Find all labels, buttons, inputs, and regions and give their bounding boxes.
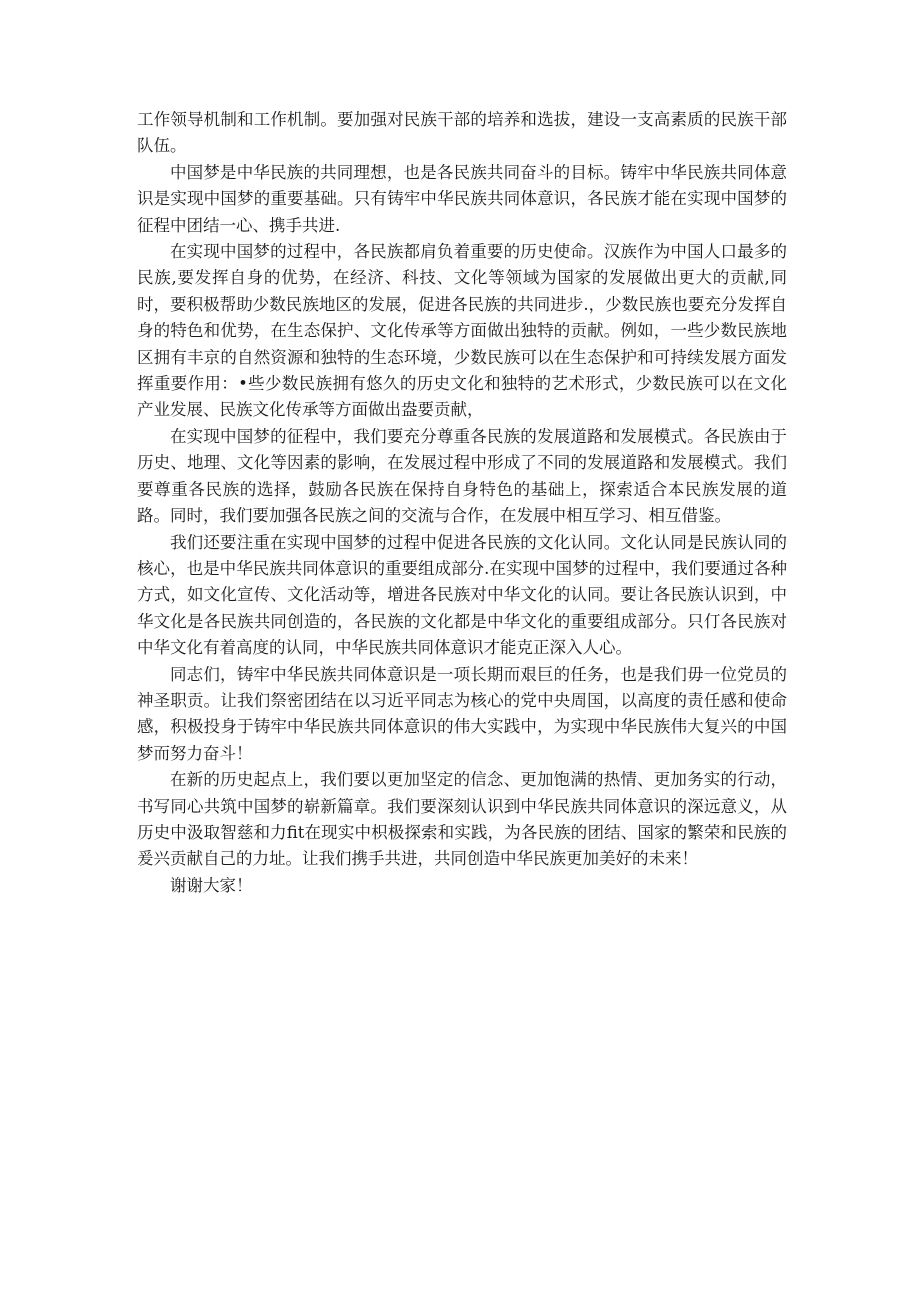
- paragraph-4: 在实现中国梦的征程中，我们要充分尊重各民族的发展道路和发展模式。各民族由于历史、地理、文化等因素的影响，在发展过程中形成了不同的发展道路和发展模式。我们要尊重各民族的选择，鼓励各民族在保持自身特色的基础上，探索适合本民族发展的道路。同时，我们要加强各民族之间的交流与合作，在发展中相互学习、相互借鉴。: [137, 426, 787, 526]
- paragraph-3: 在实现中国梦的过程中，各民族都肩负着重要的历史使命。汉族作为中国人口最多的民族,要发挥自身的优势，在经济、科技、文化等领域为国家的发展做出更大的贡献,同时，要积极帮助少数民族地区的发展，促进各民族的共同进步.，少数民族也要充分发挥自身的特色和优势，在生态保护、文化传承等方面做出独特的贡献。例如，一些少数民族地区拥有丰京的自然资源和独特的生态环境，少数民族可以在生态保护和可持续发展方面发挥重要作用：•些少数民族拥有悠久的历史文化和独特的艺术形式，少数民族可以在文化产业发展、民族文化传承等方面做出盎要贡献，: [137, 242, 787, 420]
- paragraph-2: 中国梦是中华民族的共同理想，也是各民族共同奋斗的目标。铸牢中华民族共同体意识是实现中国梦的重要基础。只有铸牢中华民族共同体意识，各民族才能在实现中国梦的征程中团结一心、携手共进.: [137, 162, 787, 235]
- closing-line: 谢谢大家！: [170, 875, 253, 895]
- paragraph-5: 我们还要注重在实现中国梦的过程中促进各民族的文化认同。文化认同是民族认同的核心，也是中华民族共同体意识的重要组成部分.在实现中国梦的过程中，我们要通过各种方式，如文化宣传、文化活动等，增进各民族对中华文化的认同。要让各民族认识到，中华文化是各民族共同创造的，各民族的文化都是中华文化的重要组成部分。只仃各民族对中华文化有着高度的认同，中华民族共同体意识才能克正深入人心。: [137, 532, 787, 658]
- paragraph-7: 在新的历史起点上，我们要以更加坚定的信念、更加饱满的热情、更加务实的行动，书写同心共筑中国梦的崭新篇章。我们要深刻认识到中华民族共同体意识的深远意义，从历史中汲取智慈和力fit在现实中枳极探索和实践，为各民族的团结、国家的繁荣和民族的爰兴贡献自己的力址。让我们携手共进，共同创造中华民族更加美好的未来！: [137, 770, 787, 869]
- document-body: [137, 107, 787, 899]
- paragraph-6: 同志们，铸牢中华民族共同体意识是一项长期而艰巨的任务，也是我们毋一位党员的神圣职贡。让我们祭密团结在以习近平同志为核心的党中央周国，以高度的责任感和使命感，积极投身于铸牢中华民族共同体意识的伟大实践中，为实现中华民族伟大复兴的中国梦而努力奋斗！: [137, 664, 787, 763]
- paragraph-1: 工作领导机制和工作机制。要加强对民族干部的培养和选拔，建设一支高素质的民族干部队伍。: [137, 110, 787, 156]
